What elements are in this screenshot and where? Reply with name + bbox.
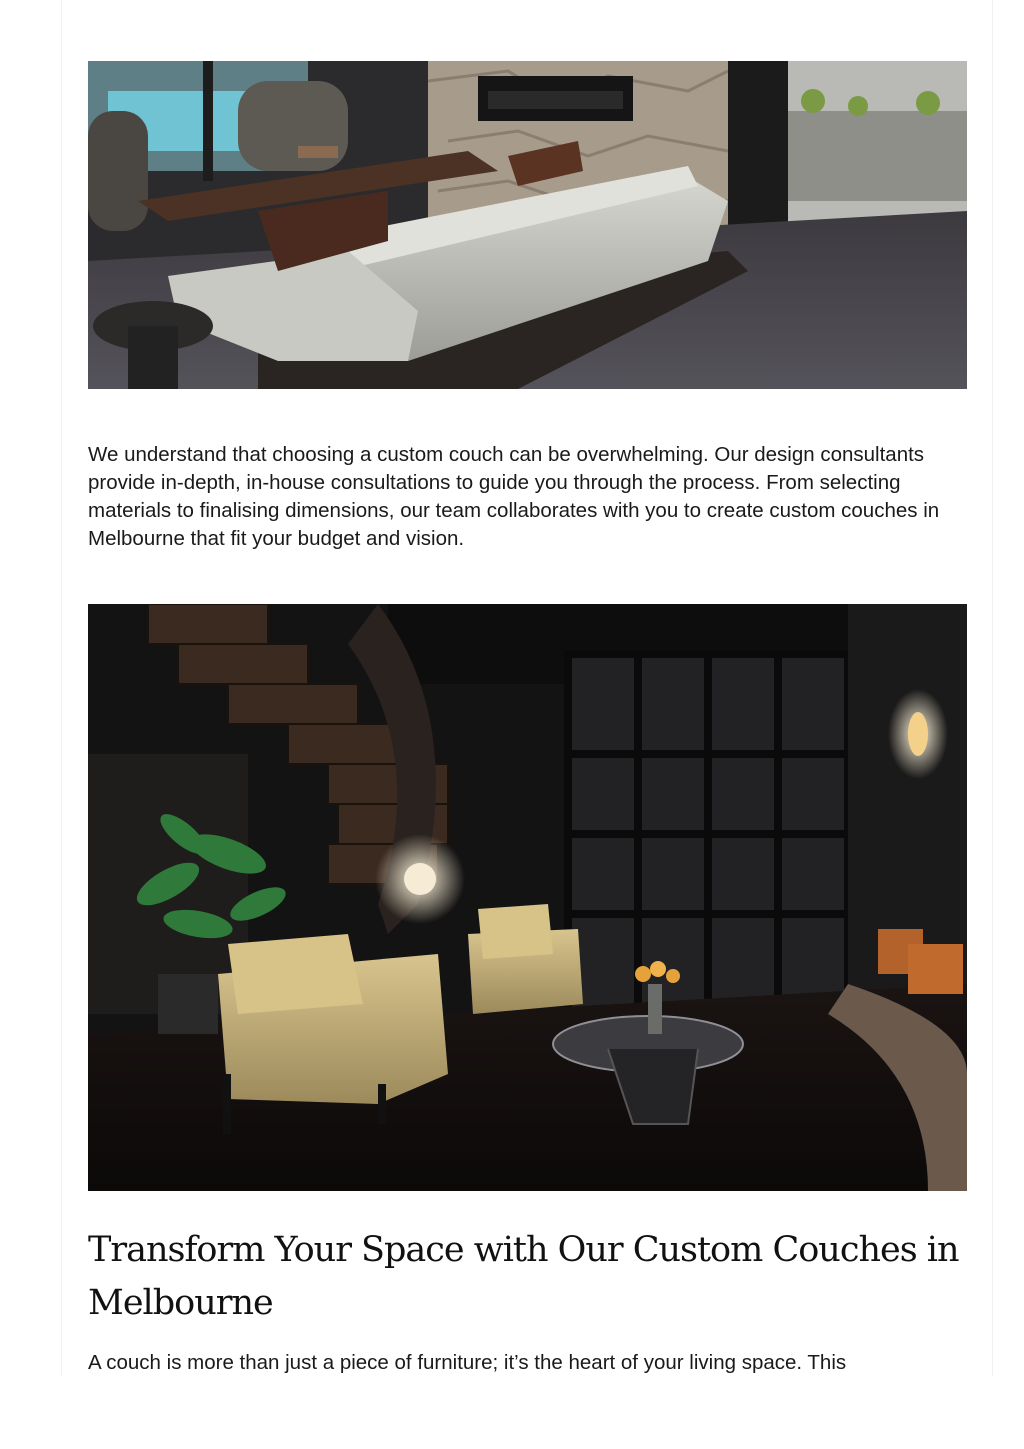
white-sofa-illustration [88, 61, 967, 389]
dark-lounge-illustration [88, 604, 967, 1191]
section-heading: Transform Your Space with Our Custom Couches in Melbourne [88, 1230, 959, 1323]
section-paragraph: A couch is more than just a piece of furniture; it’s the heart of your living space. This [88, 1351, 847, 1374]
intro-paragraph: We understand that choosing a custom couch can be overwhelming. Our design consultants provide in-depth, in-house consultations to guide you through the process. From selecting materials to finalising dimensions, our team collaborates with you to create custom couches in Melbourne that fit your budget and vision. [88, 443, 940, 550]
dark-lounge-armchairs-photo [88, 604, 967, 1191]
document-page [61, 0, 993, 1376]
living-room-white-sofa-photo [88, 61, 967, 389]
